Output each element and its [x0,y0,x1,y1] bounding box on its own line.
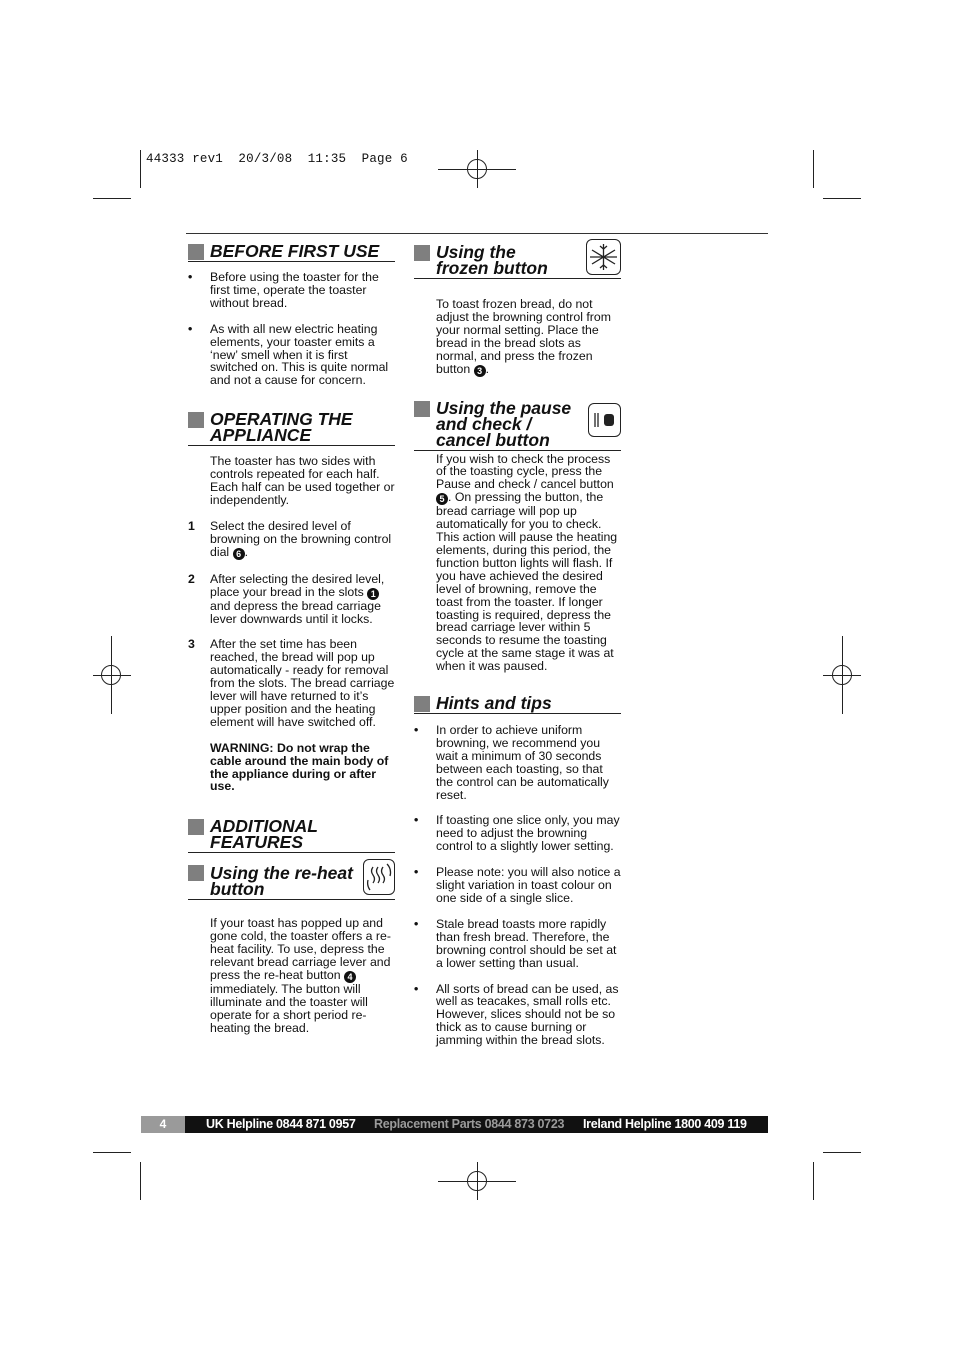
crop-mark [813,150,814,188]
registration-circle-icon [832,665,852,685]
column-right [414,243,621,1060]
section-heading-operating: OPERATING THE APPLIANCE [188,411,395,446]
uk-helpline: UK Helpline 0844 871 0957 [206,1117,356,1131]
list-item: • In order to achieve uniform browning, we recommend you wait a minimum of 30 seconds between each toasting, so that the control can be automatically reset. [414,723,609,802]
list-item: • As with all new electric heating elements, your toaster emits a ‘new’ smell when it is first switched on. This is quite normal and not a cause for concern. [188,321,389,388]
callout-number-icon: 4 [344,971,356,983]
top-rule [186,233,768,234]
callout-number-icon: 5 [436,493,448,505]
registration-circle-icon [467,159,487,179]
warning-text: WARNING: Do not wrap the cable around the main body of the appliance during or after use. [210,740,389,794]
heading-square-icon [188,819,204,835]
operating-intro: The toaster has two sides with controls repeated for each half. Each half can be used together or independently. [210,454,395,507]
registration-circle-icon [467,1171,487,1191]
callout-number-icon: 1 [367,588,379,600]
heading-square-icon [188,244,204,260]
list-item: • Stale bread toasts more rapidly than fresh bread. Therefore, the browning control should be set at a lower setting than usual. [414,916,617,970]
crop-mark [93,198,131,199]
reheat-icon [363,859,395,895]
crop-mark [140,150,141,188]
crop-mark [823,198,861,199]
step-item: 3 After the set time has been reached, the bread will pop up automatically - ready for removal from the slots. The bread carriage lever will have returned to it’s upper position and the heating element will have switched off. [188,637,395,729]
section-heading-before-first-use [188,243,395,262]
callout-number-icon: 3 [474,365,486,377]
crop-mark [140,1162,141,1200]
frozen-text: To toast frozen bread, do not adjust the browning control from your normal setting. Place the bread in the bread slots as normal, and press the frozen button 3 . [436,297,611,376]
crop-mark [813,1162,814,1200]
pause-text: If you wish to check the process of the toasting cycle, press the Pause and check / cancel button 5 . On pressing the button, the bread carriage will pop up automatically for you to check. This action will pause the heating elements, during this period, the function button lights will flash. If you have achieved the desired level of browning, remove the toast from the toaster. If longer toasting is required, depress the bread carriage lever within 5 seconds to resume the toasting cycle at the same stage it was at when it was paused. [436,451,618,674]
step-item: 1 Select the desired level of browning on the browning control dial 6 . [188,518,392,559]
heading-square-icon [188,412,204,428]
column-left [188,243,395,1048]
callout-number-icon: 6 [233,548,245,560]
snowflake-icon [586,239,621,275]
heading-text: BEFORE FIRST USE [210,241,380,261]
list-item: • Please note: you will also notice a slight variation in toast colour on one side of a single slice. [414,865,621,905]
list-item: • All sorts of bread can be used, as well as teacakes, small rolls etc. However, slices should not be so thick as to cause burning or jamming within the bread slots. [414,981,619,1048]
heading-square-icon [414,696,430,712]
heading-square-icon [414,401,430,417]
crop-mark [823,1152,861,1153]
reheat-text: If your toast has popped up and gone cold, the toaster offers a re-heat facility. To use, depress the relevant bread carriage lever and press the re-heat button 4 immediately. The button will illuminate and the toaster will operate for a short period re-heating the bread. [210,916,391,1035]
registration-circle-icon [101,665,121,685]
crop-mark [93,1152,131,1153]
section-heading-additional: ADDITIONAL FEATURES [188,818,395,853]
section-heading-frozen: Using the frozen button [414,243,621,279]
footer-helpline-bar [141,1116,768,1133]
heading-square-icon [414,245,430,261]
page-number: 4 [141,1116,185,1133]
step-item: 2 After selecting the desired level, place your bread in the slots 1 and depress the bread carriage lever downwards until it locks. [188,571,385,626]
list-item: • If toasting one slice only, you may need to adjust the browning control to a slightly lower setting. [414,813,620,854]
replacement-parts: Replacement Parts 0844 873 0723 [374,1117,565,1131]
list-item: • Before using the toaster for the first time, operate the toaster without bread. [188,270,379,310]
section-heading-hints: Hints and tips [414,695,621,714]
section-heading-pause: Using the pause and check / cancel button [414,399,621,451]
print-slug: 44333 rev1 20/3/08 11:35 Page 6 [146,152,408,166]
ireland-helpline: Ireland Helpline 1800 409 119 [583,1117,747,1131]
pause-cancel-icon [588,403,621,437]
section-heading-reheat: Using the re-heat button [188,863,395,900]
heading-square-icon [188,865,204,881]
